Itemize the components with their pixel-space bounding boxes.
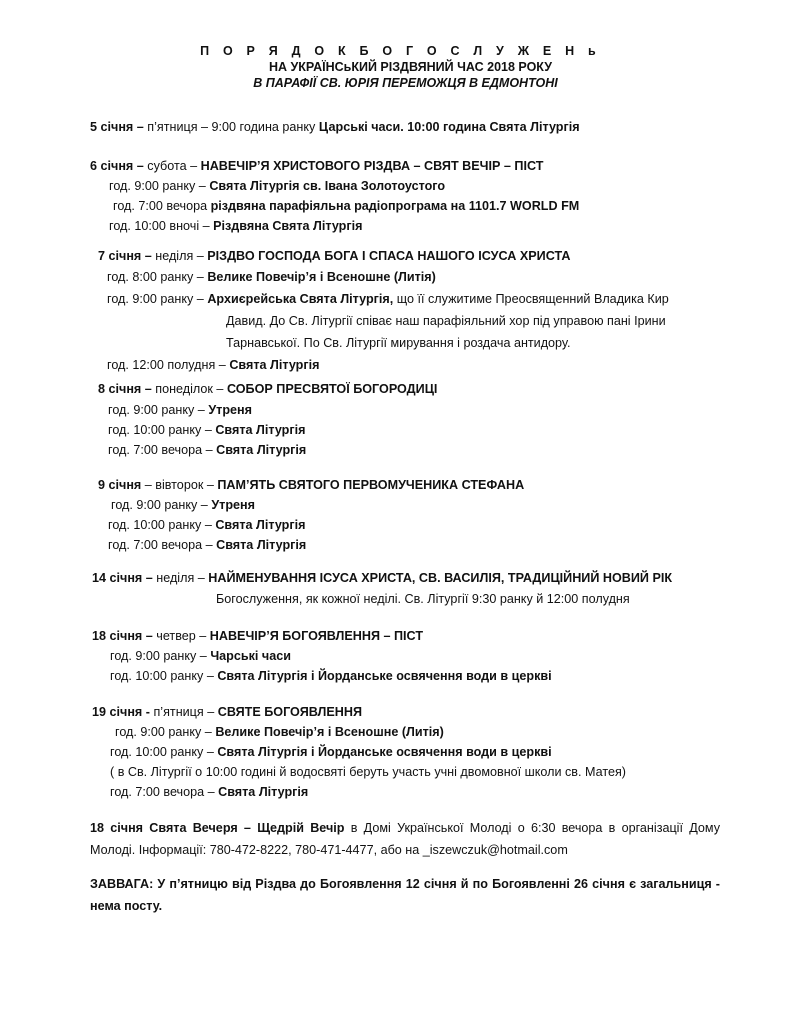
document-title	[0, 43, 791, 91]
service-line	[110, 743, 552, 761]
service-time: год. 7:00 вечора –	[110, 785, 219, 799]
note-paragraph: ЗАВВАГА: У п’ятницю від Різдва до Богоявлення 12 січня й по Богоявленні 26 січня є загальниця - нема посту.	[90, 877, 720, 913]
service-line	[107, 268, 436, 286]
day-weekday: неділя –	[151, 249, 208, 263]
service-continuation: Давид. До Св. Літургії співає наш парафіяльний хор під управою пані Ірини	[226, 314, 666, 328]
service-time: год. 10:00 ранку –	[110, 669, 218, 683]
service-name: Свята Літургія	[216, 443, 307, 457]
day-weekday: неділя –	[152, 571, 209, 585]
title-line-3: В ПАРАФІЇ СВ. ЮРІЯ ПЕРЕМОЖЦЯ В ЕДМОНТОНІ	[253, 76, 558, 90]
day-feast: РІЗДВО ГОСПОДА БОГА І СПАСА НАШОГО ІСУСА ХРИСТА	[207, 249, 571, 263]
day-feast: НАВЕЧІР’Я БОГОЯВЛЕННЯ – ПІСТ	[209, 629, 424, 643]
title-line-2: НА УКРАЇНСьКИЙ РІЗДВЯНИЙ ЧАС 2018 РОКУ	[268, 60, 553, 74]
day-heading	[92, 703, 362, 721]
service-name: Різдвяна Свята Літургія	[213, 219, 363, 233]
service-time: год. 8:00 ранку –	[107, 270, 208, 284]
title-line-1: П О Р Я Д О К Б О Г О С Л У Ж Е Н ь	[200, 44, 601, 58]
service-name: Велике Повечір’я і Всеношне (Литія)	[207, 270, 436, 284]
day-feast: НАВЕЧІР’Я ХРИСТОВОГО РІЗДВА – СВЯТ ВЕЧІР – ПІСТ	[200, 159, 544, 173]
service-time: год. 7:00 вечора –	[108, 443, 217, 457]
service-line	[108, 536, 306, 554]
service-detail: що її служитиме Преосвященний Владика Кир	[393, 292, 669, 306]
service-line	[107, 356, 319, 374]
day-weekday: понеділок –	[151, 382, 227, 396]
service-name: Утреня	[211, 498, 255, 512]
service-name: Утреня	[208, 403, 252, 417]
service-line	[108, 441, 306, 459]
service-line	[108, 421, 305, 439]
service-time: год. 9:00 ранку –	[107, 292, 208, 306]
service-line	[113, 197, 579, 215]
day-heading	[92, 627, 423, 645]
service-name: Чарські часи	[210, 649, 291, 663]
service-name: різдвяна парафіяльна радіопрограма на 1101.7 WORLD FM	[210, 199, 580, 213]
service-time: год. 10:00 вночі –	[109, 219, 214, 233]
service-name: Свята Літургія	[215, 518, 306, 532]
day-weekday: четвер –	[152, 629, 210, 643]
day-feast: СВЯТЕ БОГОЯВЛЕННЯ	[217, 705, 362, 719]
day-date: 14 січня –	[92, 571, 153, 585]
service-name: Велике Повечір’я і Всеношне (Литія)	[215, 725, 444, 739]
service-time: год. 9:00 ранку –	[109, 179, 210, 193]
service-continuation: Тарнавської. По Св. Літургії мирування і роздача антидору.	[226, 336, 571, 350]
day-heading	[98, 247, 571, 265]
service-name: Архиєрейська Свята Літургія,	[207, 292, 394, 306]
service-line	[109, 217, 362, 235]
day-heading	[98, 476, 524, 494]
day-heading	[90, 157, 543, 175]
service-time: год. 10:00 ранку –	[108, 518, 216, 532]
service-name: Свята Літургія і Йорданське освячення води в церкві	[217, 745, 552, 759]
day-feast: ПАМ’ЯТЬ СВЯТОГО ПЕРВОМУЧЕНИКА СТЕФАНА	[217, 478, 525, 492]
day-feast: Царські часи. 10:00 година Свята Літургія	[318, 120, 580, 134]
service-line	[115, 723, 444, 741]
day-date: 5 січня –	[90, 120, 144, 134]
service-time: год. 9:00 ранку –	[108, 403, 209, 417]
day-heading	[90, 118, 580, 136]
service-line	[110, 783, 308, 801]
service-line	[111, 496, 255, 514]
day-heading	[92, 569, 672, 587]
service-time: год. 9:00 ранку –	[111, 498, 212, 512]
service-line	[110, 763, 626, 781]
service-time: год. 9:00 ранку –	[115, 725, 216, 739]
day-heading	[98, 380, 437, 398]
service-line	[107, 290, 669, 308]
service-line	[109, 177, 445, 195]
service-line	[108, 516, 305, 534]
service-time: год. 9:00 ранку –	[110, 649, 211, 663]
service-line	[110, 667, 552, 685]
service-name: Свята Літургія	[215, 423, 306, 437]
day-weekday: п’ятниця –	[149, 705, 218, 719]
day-date: 7 січня –	[98, 249, 152, 263]
service-time: год. 10:00 ранку –	[108, 423, 216, 437]
supper-title: 18 січня Свята Вечеря – Щедрій Вечір	[90, 821, 345, 835]
service-line	[110, 647, 291, 665]
day-weekday: субота –	[143, 159, 201, 173]
service-time: год. 12:00 полудня –	[107, 358, 230, 372]
service-time: год. 10:00 ранку –	[110, 745, 218, 759]
day-weekday: – вівторок –	[141, 478, 218, 492]
day-date: 9 січня	[98, 478, 142, 492]
service-name: Свята Літургія св. Івана Золотоустого	[209, 179, 446, 193]
day-date: 6 січня –	[90, 159, 144, 173]
service-name: Свята Літургія	[216, 538, 307, 552]
service-line	[108, 401, 252, 419]
day-note: Богослуження, як кожної неділі. Св. Літургії 9:30 ранку й 12:00 полудня	[216, 592, 630, 606]
day-feast: СОБОР ПРЕСВЯТОЇ БОГОРОДИЦІ	[226, 382, 438, 396]
day-feast: НАЙМЕНУВАННЯ ІСУСА ХРИСТА, СВ. ВАСИЛІЯ, ТРАДИЦІЙНИЙ НОВИЙ РІК	[208, 571, 673, 585]
day-date: 8 січня –	[98, 382, 152, 396]
service-name: Свята Літургія	[229, 358, 320, 372]
service-name: Свята Літургія і Йорданське освячення води в церкві	[217, 669, 552, 683]
service-detail: ( в Св. Літургії о 10:00 годині й водосвяті беруть участь учні двомовної школи св. Матея)	[110, 765, 626, 779]
day-date: 19 січня -	[92, 705, 150, 719]
service-time: год. 7:00 вечора –	[108, 538, 217, 552]
service-time: год. 7:00 вечора	[113, 199, 211, 213]
day-weekday: п’ятниця – 9:00 година ранку	[143, 120, 319, 134]
supper-paragraph	[90, 817, 720, 861]
day-date: 18 січня –	[92, 629, 153, 643]
supper-text: в Домі Української Молоді о 6:30 вечора в організації Дому Молоді. Інформації: 780-472-8222, 780-471-4477, або на _iszewczuk@hotmail.com	[90, 821, 720, 857]
service-name: Свята Літургія	[218, 785, 309, 799]
